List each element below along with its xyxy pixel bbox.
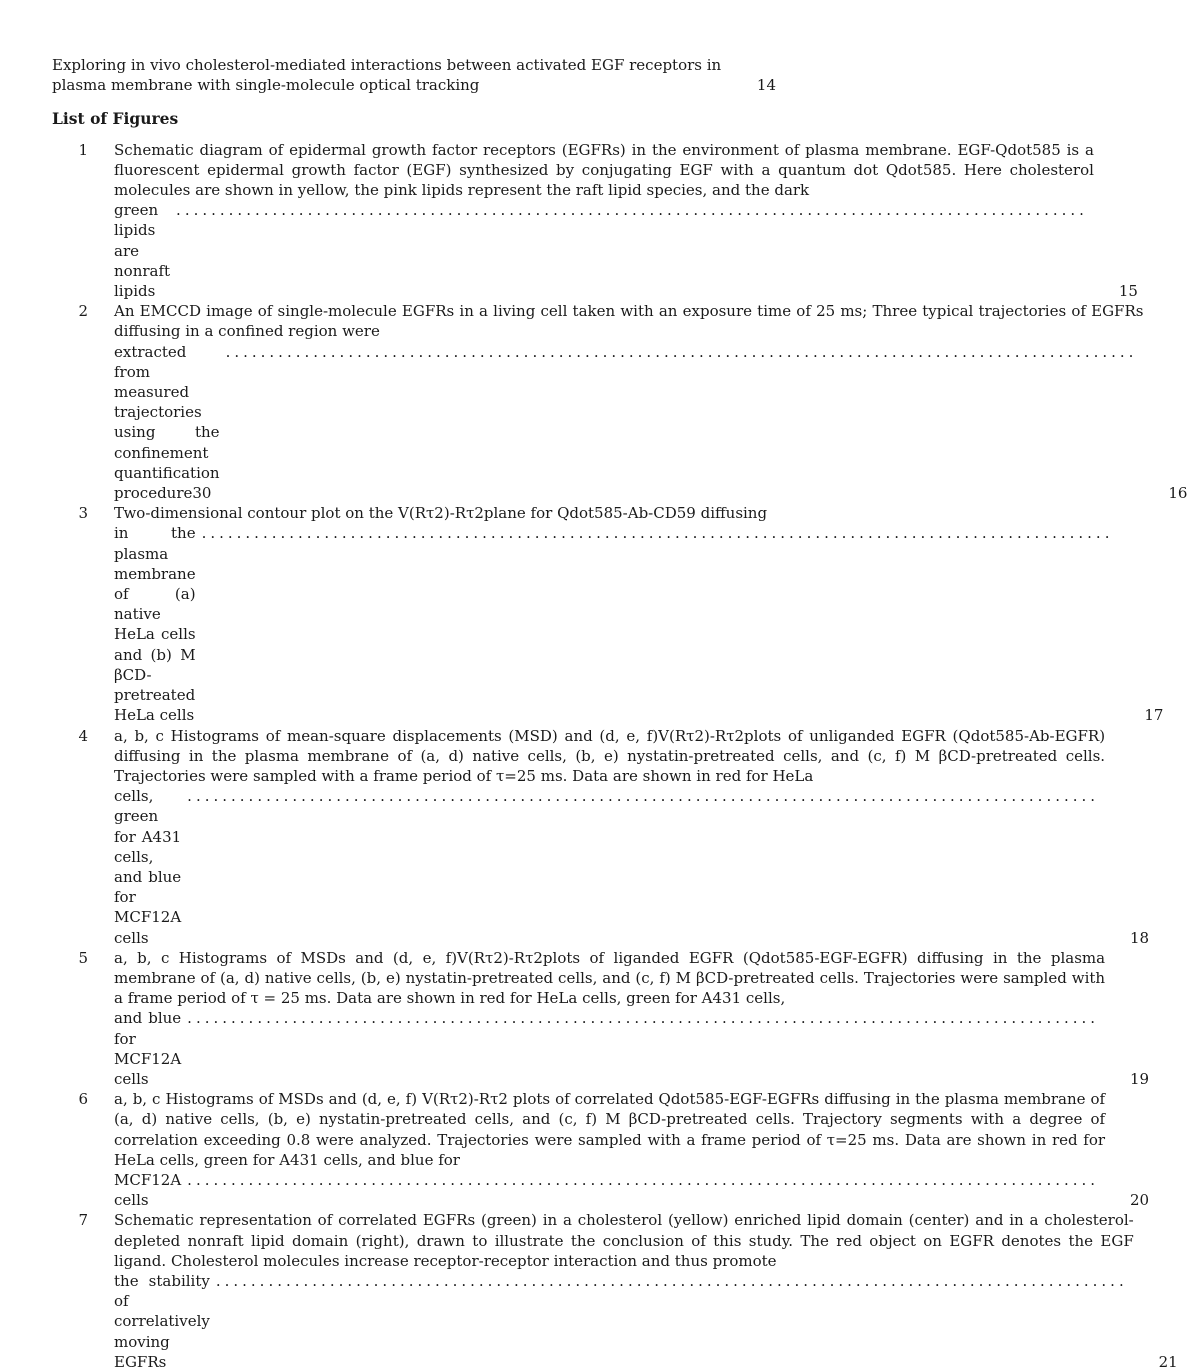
dot-leader: ........................................................................................................ <box>215 1271 1128 1290</box>
figure-entry[interactable] <box>52 726 1150 948</box>
figure-caption-body: Schematic representation of correlated EGFRs (green) in a cholesterol (yellow) enriched lipid domain (center) and in a cholesterol-depleted nonraft lipid domain (right), drawn to illustrate the conclusion of this study. The red object on EGFR denotes the EGF ligand. Cholesterol molecules increase receptor-receptor interaction and thus promote <box>114 1211 1134 1270</box>
figure-number: 7 <box>78 1211 88 1230</box>
lof-heading: List of Figures <box>52 109 179 129</box>
figure-list <box>52 140 1187 1372</box>
figure-caption-tail: in the plasma membrane of (a) native HeLa cells and (b) M βCD-pretreated HeLa cells <box>114 524 196 725</box>
figure-caption-last-line <box>114 342 1143 504</box>
figure-caption <box>114 503 1163 725</box>
figure-caption <box>114 948 1149 1089</box>
figure-page: 19 <box>1129 1069 1150 1088</box>
figure-caption-last-line <box>114 786 1105 948</box>
figure-page: 18 <box>1129 928 1150 947</box>
dot-leader: ........................................................................................................ <box>187 787 1100 806</box>
figure-caption-last-line <box>114 523 1119 725</box>
figure-number: 4 <box>78 726 88 745</box>
figure-caption-last-line <box>114 1008 1105 1089</box>
figure-number: 1 <box>78 140 88 159</box>
figure-caption-body: a, b, c Histograms of MSDs and (d, e, f) V(Rτ2)-Rτ2 plots of correlated Qdot585-EGF-EGFRs diffusing in the plasma membrane of (a, d) native cells, (b, e) nystatin-pretreated cells, and (c, f) M βCD-pretreated cells. Trajectory segments with a degree of correlation exceeding 0.8 were analyzed. Trajectories were sampled with a frame period of τ=25 ms. Data are shown in red for HeLa cells, green for A431 cells, and blue for <box>114 1090 1106 1169</box>
figure-entry[interactable] <box>52 1210 1178 1372</box>
figure-entry[interactable] <box>52 140 1138 302</box>
figure-caption-tail: extracted from measured trajectories using the confinement quantification procedure30 <box>114 342 220 503</box>
figure-caption <box>114 301 1187 503</box>
figure-caption-body: Schematic diagram of epidermal growth factor receptors (EGFRs) in the environment of plasma membrane. EGF-Qdot585 is a fluorescent epidermal growth factor (EGF) synthesized by conjugating EGF with a quantum dot Qdot585. Here cholesterol molecules are shown in yellow, the pink lipids represent the raft lipid species, and the dark <box>114 140 1094 200</box>
figure-caption-body: a, b, c Histograms of MSDs and (d, e, f)V(Rτ2)-Rτ2plots of liganded EGFR (Qdot585-EGF-EGFR) diffusing in the plasma membrane of (a, d) native cells, (b, e) nystatin-pretreated cells, and (c, f) M βCD-pretreated cells. Trajectories were sampled with a frame period of τ = 25 ms. Data are shown in red for HeLa cells, green for A431 cells, <box>114 948 1106 1008</box>
figure-caption-body: a, b, c Histograms of mean-square displacements (MSD) and (d, e, f)V(Rτ2)-Rτ2plots of unliganded EGFR (Qdot585-Ab-EGFR) diffusing in the plasma membrane of (a, d) native cells, (b, e) nystatin-pretreated cells, and (c, f) M βCD-pretreated cells. Trajectories were sampled with a frame period of τ=25 ms. Data are shown in red for HeLa <box>114 726 1106 785</box>
dot-leader: ........................................................................................................ <box>187 1170 1100 1189</box>
figure-caption-last-line <box>114 200 1094 301</box>
figure-entry[interactable] <box>52 301 1187 503</box>
figure-entry[interactable] <box>52 503 1164 725</box>
figure-entry[interactable] <box>52 1089 1150 1210</box>
figure-caption-body: Two-dimensional contour plot on the V(Rτ2)-Rτ2plane for Qdot585-Ab-CD59 diffusing <box>114 504 768 523</box>
figure-caption <box>114 726 1149 948</box>
figure-number: 2 <box>78 302 88 321</box>
toc-entry-page: 14 <box>756 76 776 95</box>
dot-leader: ........................................................................................................ <box>225 342 1138 361</box>
toc-entry-previous[interactable] <box>52 55 776 95</box>
figure-caption <box>114 1089 1149 1210</box>
dot-leader: ........................................................................................................ <box>176 201 1088 220</box>
figure-entry[interactable] <box>52 948 1150 1089</box>
figure-number: 6 <box>78 1090 88 1109</box>
toc-entry-text: Exploring in vivo cholesterol-mediated interactions between activated EGF receptors in plasma membrane with single-molecule optical tracking <box>52 56 722 95</box>
figure-number: 5 <box>78 948 88 967</box>
figure-caption-tail: the stability of correlatively moving EGFRs <box>114 1271 210 1371</box>
figure-page: 21 <box>1158 1352 1178 1371</box>
figure-caption-tail: and blue for MCF12A cells <box>114 1009 182 1088</box>
figure-caption <box>114 140 1138 302</box>
figure-page: 20 <box>1129 1191 1150 1210</box>
list-of-figures-page <box>52 55 1187 1372</box>
figure-caption-tail: green lipids are nonraft lipids <box>114 201 171 301</box>
figure-page: 15 <box>1118 282 1138 301</box>
figure-caption-tail: MCF12A cells <box>114 1170 182 1210</box>
figure-caption-last-line <box>114 1170 1105 1210</box>
figure-caption <box>114 1210 1178 1372</box>
dot-leader: ........................................................................................................ <box>201 524 1114 543</box>
figure-page: 17 <box>1144 706 1164 725</box>
figure-caption-tail: cells, green for A431 cells, and blue for MCF12A cells <box>114 787 182 947</box>
dot-leader: ........................................................................................................ <box>187 1009 1100 1028</box>
figure-caption-body: An EMCCD image of single-molecule EGFRs in a living cell taken with an exposure time of 25 ms; Three typical trajectories of EGFRs diffusing in a confined region were <box>114 302 1144 341</box>
figure-caption-last-line <box>114 1271 1134 1372</box>
figure-number: 3 <box>78 504 88 523</box>
figure-page: 16 <box>1168 484 1187 503</box>
